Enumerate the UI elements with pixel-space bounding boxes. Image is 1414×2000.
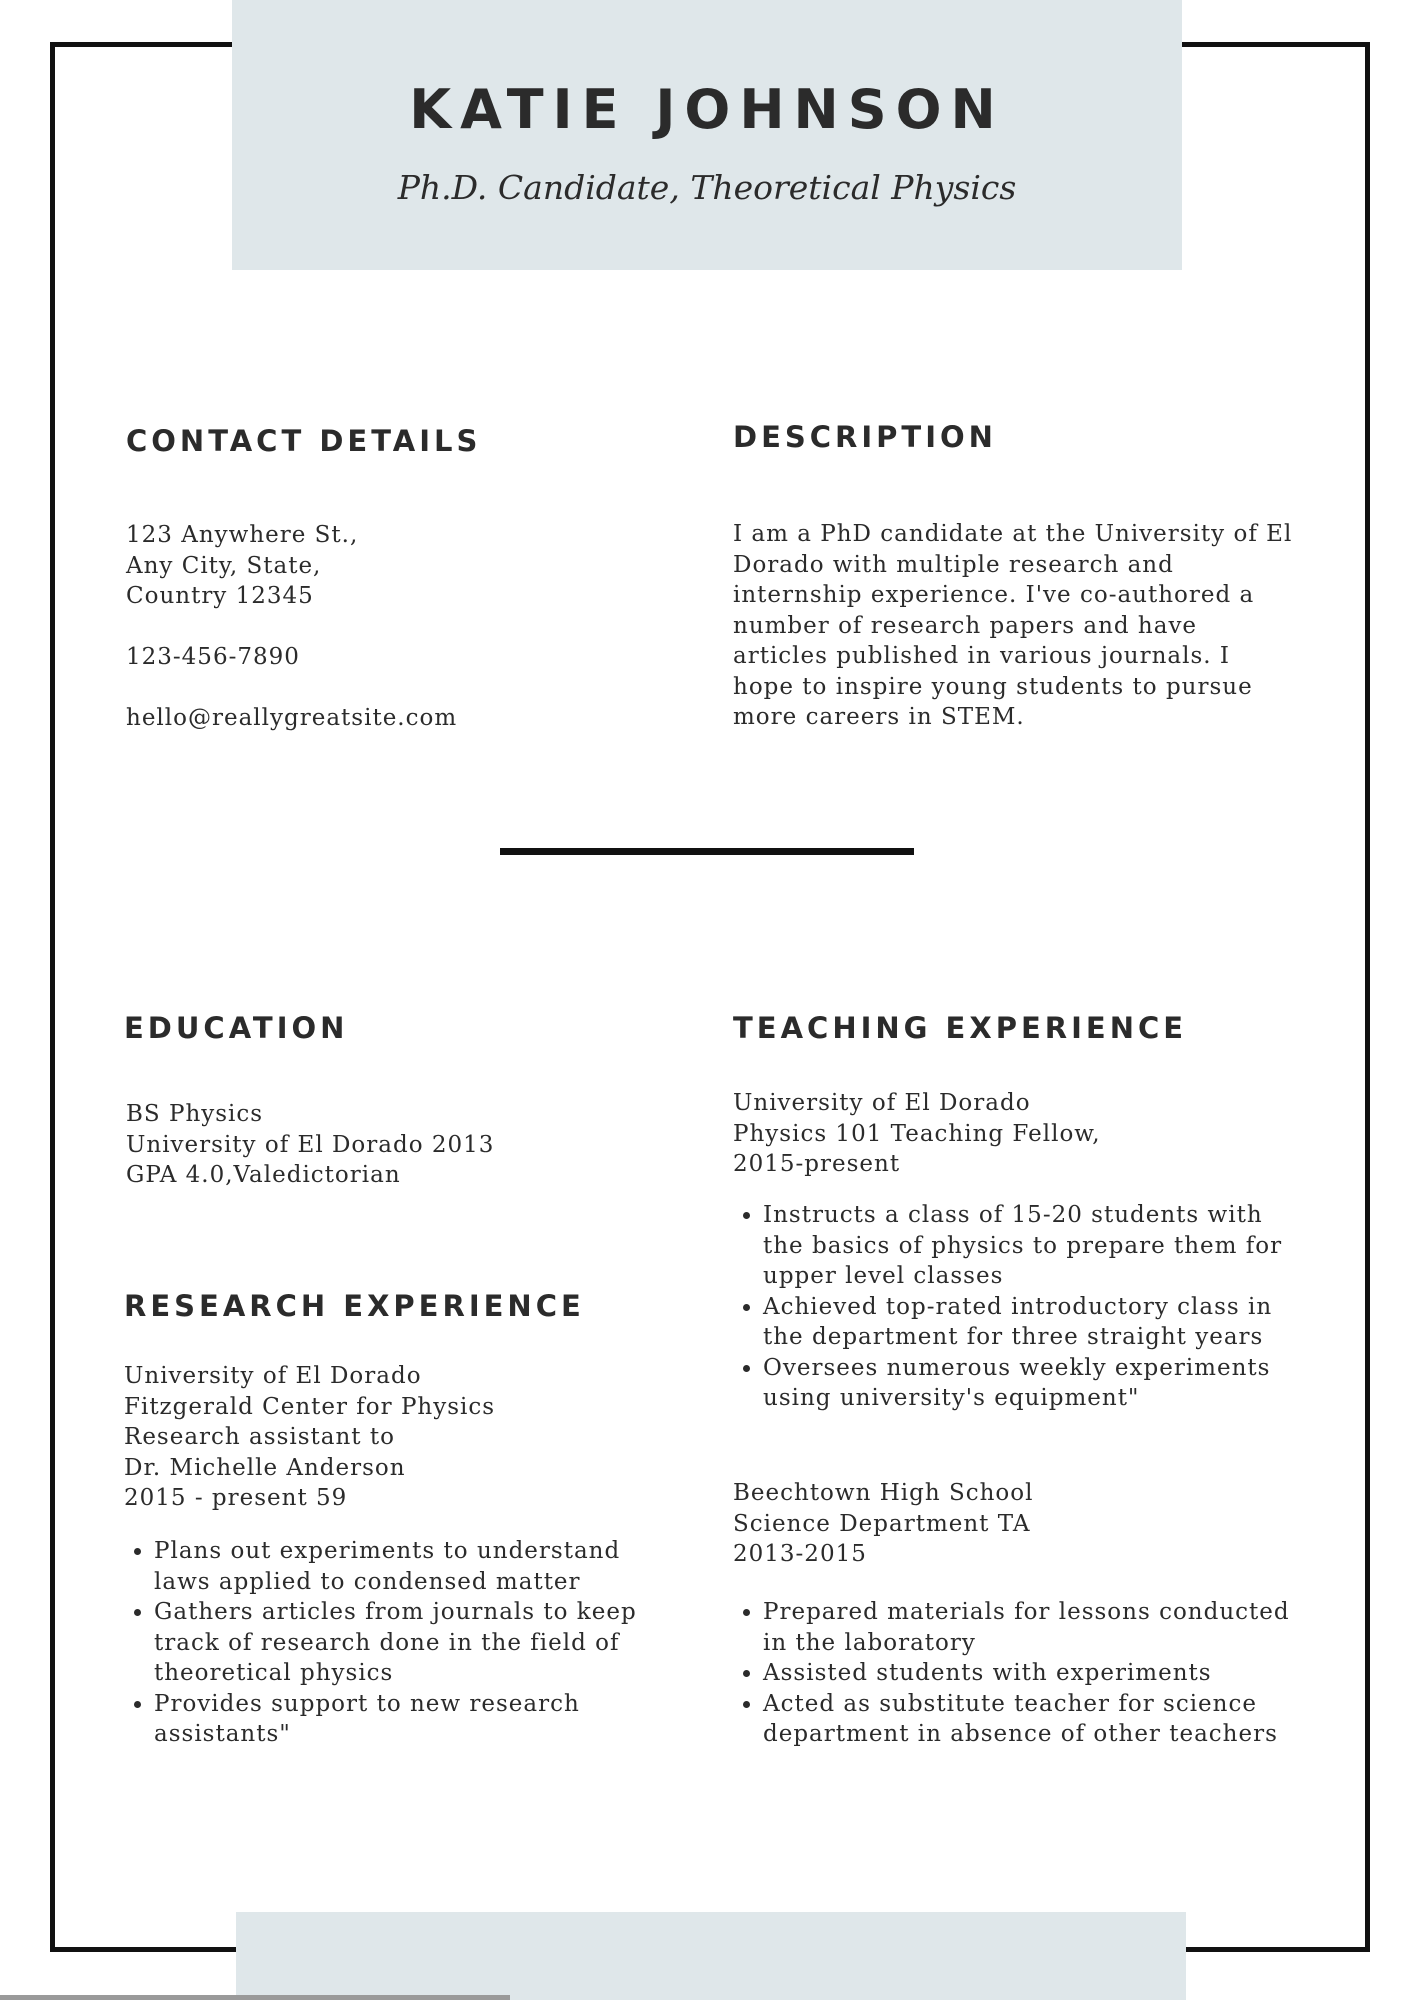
list-item — [763, 1597, 1290, 1658]
list-item — [763, 1353, 1282, 1414]
description-section-title: DESCRIPTION — [733, 420, 997, 454]
bullet-line: • Instructs a class of 15-20 students with — [763, 1202, 1263, 1228]
bullet-line: • Plans out experiments to understand — [154, 1538, 621, 1564]
bullet-line: • Acted as substitute teacher for science — [763, 1690, 1257, 1717]
bullet-line: department in absence of other teachers — [763, 1721, 1278, 1747]
description-line: hope to inspire young students to pursue — [733, 673, 1253, 700]
research-line: 2015 - present 59 — [124, 1485, 348, 1511]
list-item — [154, 1536, 637, 1597]
address-line: Any City, State, — [126, 552, 322, 579]
list-item — [154, 1597, 637, 1689]
list-item — [763, 1658, 1290, 1689]
teaching-line: 2015-present — [733, 1151, 901, 1177]
description-line: I am a PhD candidate at the University of El — [733, 521, 1293, 547]
bullet-line: • Gathers articles from journals to keep — [154, 1599, 637, 1625]
teaching-job2-bullet-list — [733, 1597, 1290, 1750]
bullet-line: track of research done in the field of — [154, 1629, 620, 1656]
bullet-line: upper level classes — [763, 1263, 1004, 1289]
education-line: BS Physics — [126, 1101, 264, 1127]
bullet-line: theoretical physics — [154, 1660, 394, 1686]
footer-band — [236, 1912, 1186, 2000]
address-line: Country 12345 — [126, 583, 314, 609]
bullet-line: • Provides support to new research — [154, 1690, 580, 1717]
education-section-title: EDUCATION — [124, 1011, 349, 1045]
teaching-job1-details — [733, 1088, 1101, 1180]
bullet-line: in the laboratory — [763, 1629, 976, 1656]
research-bullet-list — [124, 1536, 637, 1750]
description-line: articles published in various journals. I — [733, 643, 1230, 669]
bottom-strip — [0, 1995, 510, 2000]
phone-number: 123-456-7890 — [126, 644, 300, 670]
teaching-line: 2013-2015 — [733, 1541, 867, 1567]
research-line: Research assistant to — [124, 1424, 395, 1450]
teaching-line: University of El Dorado — [733, 1090, 1031, 1116]
description-line: internship experience. I've co-authored a — [733, 582, 1255, 608]
list-item — [763, 1689, 1290, 1750]
description-line: Dorado with multiple research and — [733, 551, 1174, 578]
education-line: University of El Dorado 2013 — [126, 1131, 495, 1158]
bullet-line: assistants" — [154, 1721, 291, 1747]
bullet-line: • Achieved top-rated introductory class in — [763, 1293, 1273, 1320]
description-text — [733, 519, 1292, 733]
address-line: 123 Anywhere St., — [126, 522, 359, 548]
bullet-line: • Assisted students with experiments — [763, 1660, 1212, 1686]
research-section-title: RESEARCH EXPERIENCE — [124, 1289, 585, 1323]
list-item — [763, 1292, 1282, 1353]
research-details — [124, 1361, 495, 1514]
research-line: Dr. Michelle Anderson — [124, 1454, 406, 1481]
teaching-line: Science Department TA — [733, 1510, 1031, 1537]
section-divider — [500, 848, 914, 855]
research-line: University of El Dorado — [124, 1363, 422, 1389]
bullet-line: the department for three straight years — [763, 1324, 1264, 1350]
list-item — [154, 1689, 637, 1750]
education-details — [126, 1099, 494, 1191]
bullet-line: • Oversees numerous weekly experiments — [763, 1354, 1271, 1381]
email-address: hello@reallygreatsite.com — [126, 705, 458, 731]
bullet-line: using university's equipment" — [763, 1385, 1140, 1411]
education-line: GPA 4.0,Valedictorian — [126, 1162, 401, 1188]
teaching-line: Physics 101 Teaching Fellow, — [733, 1120, 1101, 1147]
teaching-section-title: TEACHING EXPERIENCE — [733, 1011, 1188, 1045]
description-line: more careers in STEM. — [733, 704, 1025, 730]
resume-subtitle: Ph.D. Candidate, Theoretical Physics — [397, 168, 1017, 207]
research-line: Fitzgerald Center for Physics — [124, 1393, 496, 1420]
list-item — [763, 1200, 1282, 1292]
contact-details — [126, 520, 457, 734]
description-line: number of research papers and have — [733, 612, 1198, 639]
teaching-line: Beechtown High School — [733, 1480, 1034, 1506]
bullet-line: • Prepared materials for lessons conducted — [763, 1599, 1290, 1625]
bullet-line: the basics of physics to prepare them for — [763, 1232, 1283, 1259]
contact-section-title: CONTACT DETAILS — [126, 424, 482, 458]
teaching-job2-details — [733, 1478, 1033, 1570]
resume-name: KATIE JOHNSON — [409, 78, 1005, 141]
bullet-line: laws applied to condensed matter — [154, 1568, 581, 1595]
teaching-job1-bullet-list — [733, 1200, 1282, 1414]
